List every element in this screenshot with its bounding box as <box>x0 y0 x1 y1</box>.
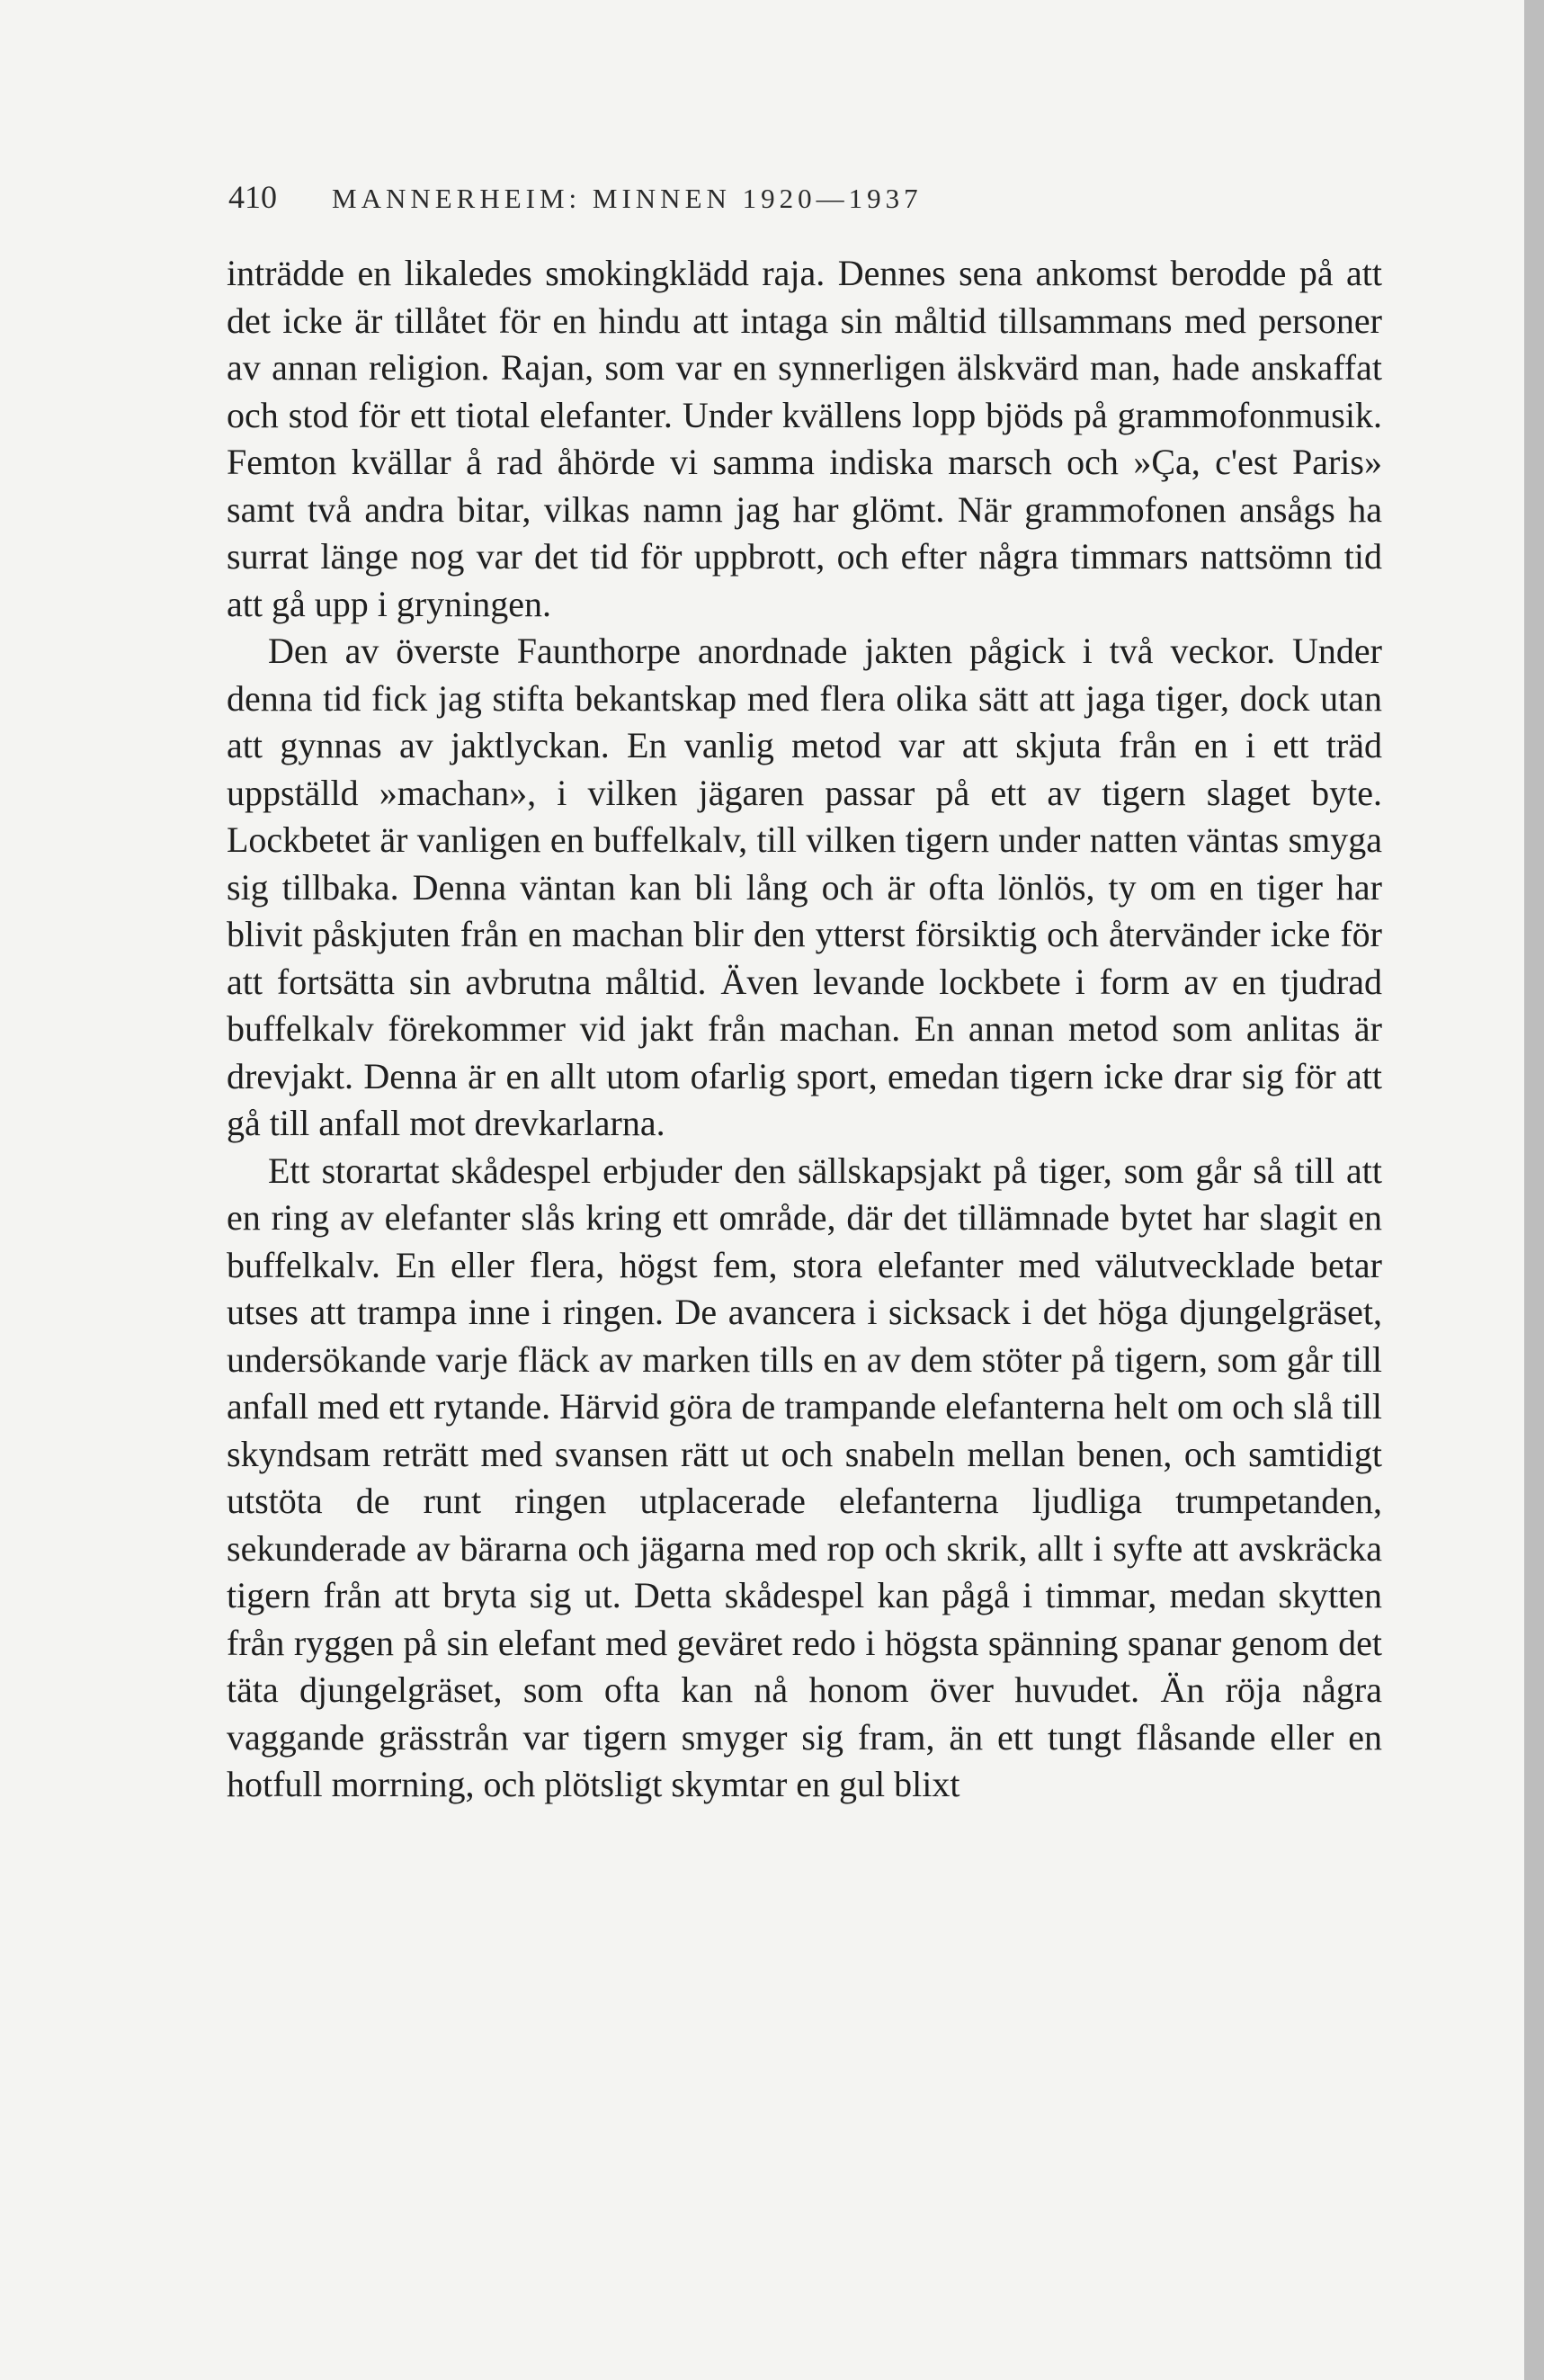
page-edge-shadow <box>1524 0 1544 2380</box>
paragraph-3: Ett storartat skådespel erbjuder den sällskapsjakt på tiger, som går så till att en ring av elefanter slås kring ett område, där det tillämnade bytet har slagit en buffelkalv. En eller flera, högst fem, stora elefanter med välutvecklade betar utses att trampa inne i ringen. De avancera i sicksack i det höga djungelgräset, undersökande varje fläck av marken tills en av dem stöter på tigern, som går till anfall med ett rytande. Härvid göra de trampande elefanterna helt om och slå till skyndsam reträtt med svansen rätt ut och snabeln mellan benen, och samtidigt utstöta de runt ringen utplacerade elefanterna ljudliga trumpetanden, sekunderade av bärarna och jägarna med rop och skrik, allt i syfte att avskräcka tigern från att bryta sig ut. Detta skådespel kan pågå i timmar, medan skytten från ryggen på sin elefant med geväret redo i högsta spänning spanar genom det täta djungelgräset, som ofta kan nå honom över huvudet. Än röja några vaggande grässtrån var tigern smyger sig fram, än ett tungt flåsande eller en hotfull morrning, och plötsligt skymtar en gul blixt <box>227 1150 1382 1804</box>
body-text <box>227 250 1382 1809</box>
paragraph-2: Den av överste Faunthorpe anordnade jakten pågick i två veckor. Under denna tid fick jag stifta bekantskap med flera olika sätt att jaga tiger, dock utan att gynnas av jaktlyckan. En vanlig metod var att skjuta från en i ett träd uppställd »machan», i vilken jägaren passar på ett av tigern slaget byte. Lockbetet är vanligen en buffelkalv, till vilken tigern under natten väntas smyga sig tillbaka. Denna väntan kan bli lång och är ofta lönlös, ty om en tiger har blivit påskjuten från en machan blir den ytterst försiktig och återvänder icke för att fortsätta sin avbrutna måltid. Även levande lockbete i form av en tjudrad buffelkalv förekommer vid jakt från machan. En annan metod som anlitas är drevjakt. Denna är en allt utom ofarlig sport, emedan tigern icke drar sig för att gå till anfall mot drevkarlarna. <box>227 631 1382 1143</box>
paragraph-1: inträdde en likaledes smokingklädd raja. Dennes sena ankomst berodde på att det icke är tillåtet för en hindu att intaga sin måltid tillsammans med personer av annan religion. Rajan, som var en synnerligen älskvärd man, hade anskaffat och stod för ett tiotal elefanter. Under kvällens lopp bjöds på grammofonmusik. Femton kvällar å rad åhörde vi samma indiska marsch och »Ça, c'est Paris» samt två andra bitar, vilkas namn jag har glömt. När grammofonen ansågs ha surrat länge nog var det tid för uppbrott, och efter några timmars nattsömn tid att gå upp i gryningen. <box>227 253 1382 624</box>
running-title: MANNERHEIM: MINNEN 1920—1937 <box>332 183 923 214</box>
page-number: 410 <box>228 179 277 215</box>
page-header <box>228 178 1379 232</box>
